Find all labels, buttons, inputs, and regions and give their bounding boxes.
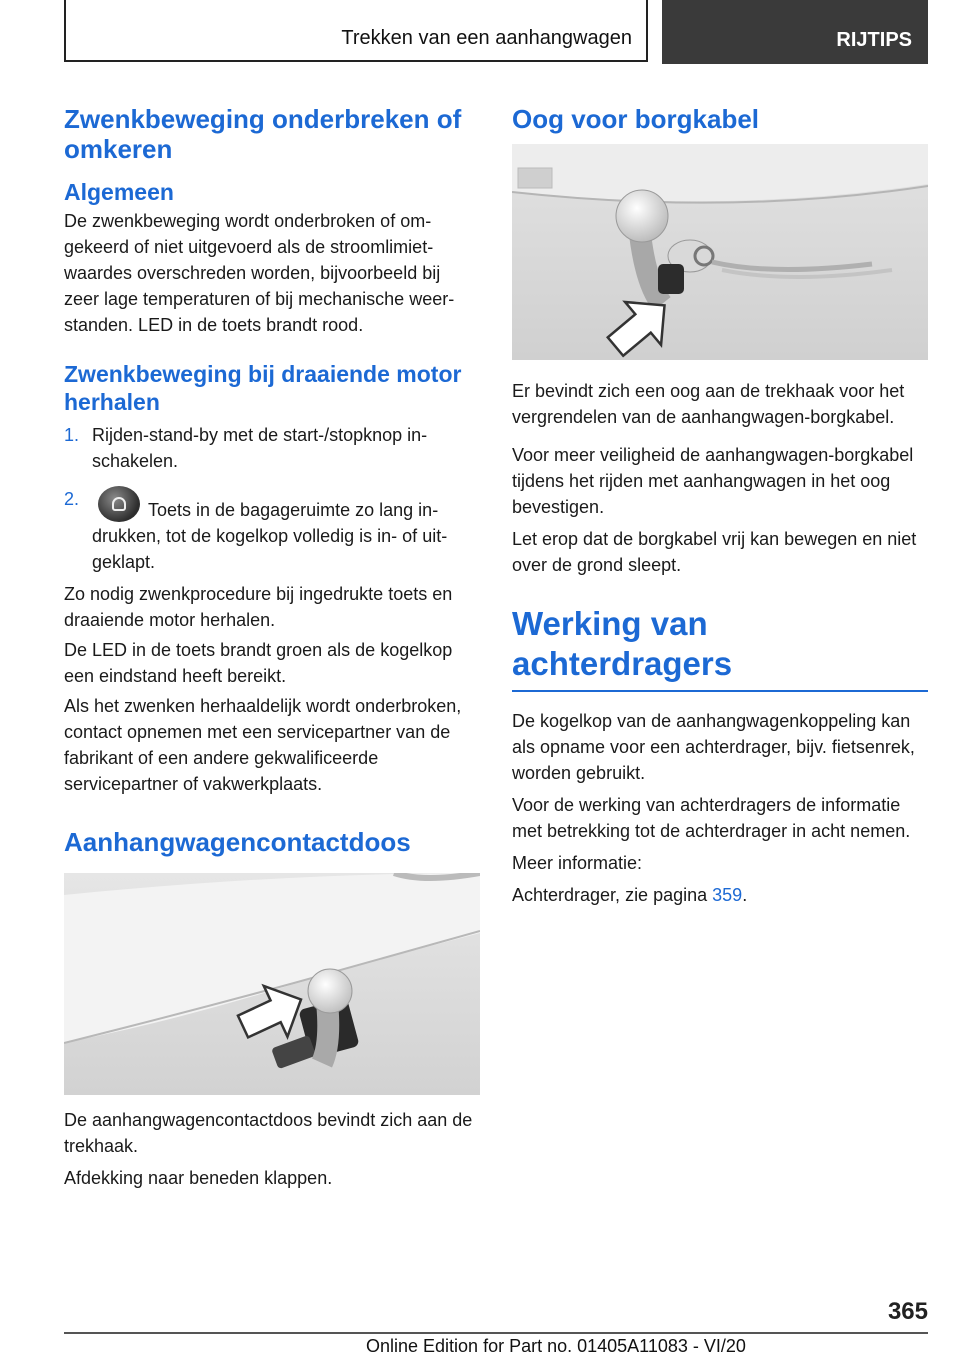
socket-illustration: [64, 873, 480, 1095]
reference-suffix: .: [742, 885, 748, 905]
footer-divider: [64, 1332, 928, 1334]
paragraph-eye-1: Er bevindt zich een oog aan de trekhaak voor het vergrendelen van de aanhangwagen-borgkabel.: [512, 381, 905, 427]
heading-socket: Aanhangwagencontactdoos: [64, 827, 411, 857]
luggage-button-icon: [98, 486, 140, 522]
left-column: [64, 104, 480, 1191]
paragraph-carrier-2: Voor de werking van achterdragers de informatie met betrekking tot de achterdrager in acht nemen.: [512, 795, 911, 841]
list-number: 2.: [64, 489, 80, 509]
heading-repeat: Zwenkbeweging bij draaiende motor herhalen: [64, 361, 462, 415]
paragraph-socket-1: De aanhangwagencontactdoos bevindt zich aan de trekhaak.: [64, 1110, 473, 1156]
page-link-359[interactable]: 359: [712, 885, 743, 905]
list-text: Toets in de bagageruimte zo lang indrukken, tot de kogelkop volledig is in- of uitgeklapt.: [92, 500, 448, 572]
heading-eye: Oog voor borgkabel: [512, 104, 760, 134]
trailer-socket-image: [64, 873, 480, 1095]
paragraph-eye-3: Let erop dat de borgkabel vrij kan bewegen en niet over de grond sleept.: [512, 529, 917, 575]
section-tab: [662, 0, 928, 64]
section-tab-label: RIJTIPS: [836, 29, 912, 51]
reference-text: Achterdrager, zie pagina: [512, 885, 713, 905]
list-text: Rijden-stand-by met de start-/stopknop inschakelen.: [92, 425, 428, 471]
heading-general: Algemeen: [64, 179, 174, 205]
edition-text: Online Edition for Part no. 01405A11083 - VI/20: [366, 1336, 746, 1356]
paragraph-carrier-1: De kogelkop van de aanhangwagenkoppeling kan als opname voor een achterdrager, bijv. fietsenrek, worden gebruikt.: [512, 711, 915, 783]
paragraph-repeat-1: Zo nodig zwenkprocedure bij ingedrukte toets en draaiende motor herhalen.: [64, 584, 453, 630]
page-number: 365: [887, 1298, 928, 1325]
safety-cable-eye-image: [512, 144, 928, 360]
paragraph-carrier-4: [512, 882, 928, 908]
page-header: [64, 0, 928, 64]
paragraph-eye-2: Voor meer veiligheid de aanhangwagen-borgkabel tijdens het rijden met aanhangwagen in het oog bevestigen.: [512, 445, 914, 517]
paragraph-repeat-2: De LED in de toets brandt groen als de kogelkop een eindstand heeft bereikt.: [64, 640, 453, 686]
paragraph-socket-2: Afdekking naar beneden klappen.: [64, 1168, 333, 1188]
list-item: [64, 486, 480, 575]
right-column: [512, 104, 928, 908]
paragraph-repeat-3: Als het zwenken herhaaldelijk wordt onderbroken, contact opnemen met een servicepartner van de fabrikant of een andere gekwalificeerde servicepartner of vakwerkplaats.: [64, 696, 462, 794]
list-number: 1.: [64, 425, 80, 445]
heading-carrier: Werking van achterdragers: [512, 604, 928, 692]
paragraph-carrier-3: Meer informatie:: [512, 853, 643, 873]
page-footer: [64, 1298, 928, 1362]
eye-illustration: [512, 144, 928, 360]
chapter-frame: [64, 0, 648, 62]
list-item: [64, 422, 480, 474]
chapter-title: Trekken van een aanhangwagen: [341, 27, 632, 49]
heading-swivel: Zwenkbeweging onderbreken of omkeren: [64, 104, 462, 164]
paragraph-general: De zwenkbeweging wordt onderbroken of omgekeerd of niet uitgevoerd als de stroomlimietwaardes overschreden worden, bijvoorbeeld bij zeer lage temperaturen of bij mechanische weerstanden. LED in de toets brandt rood.: [64, 211, 455, 335]
